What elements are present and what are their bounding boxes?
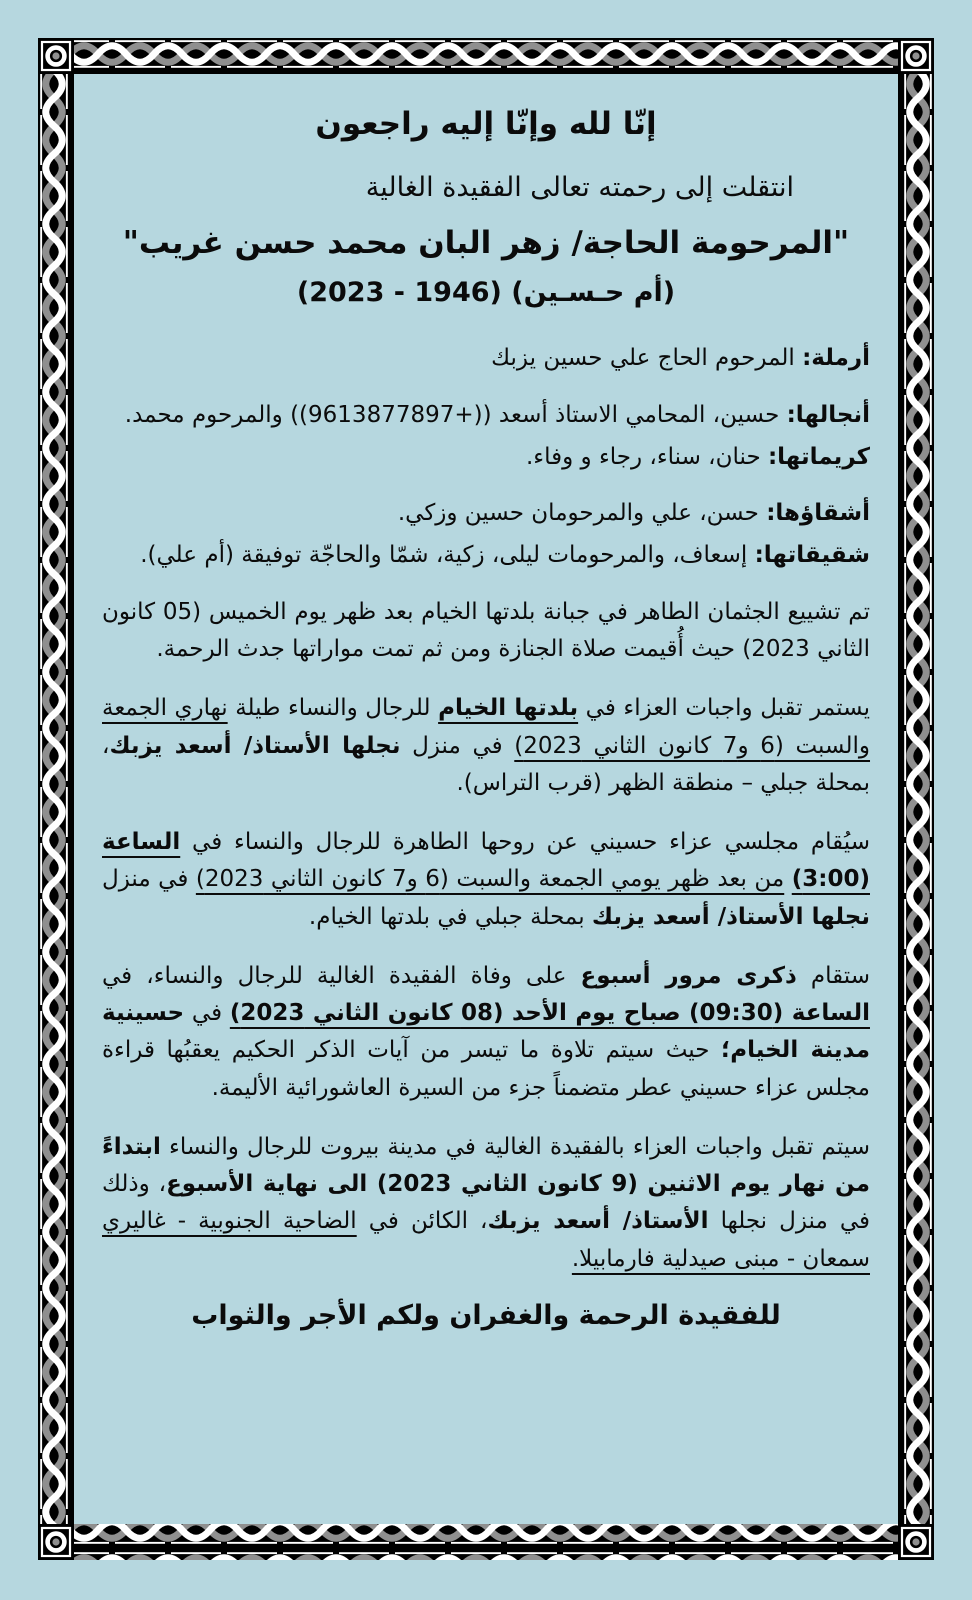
family-row [102,397,870,434]
text-segment: بمحلة جبلي في بلدتها الخيام. [308,903,592,930]
text-segment: ابتداءً من نهار يوم الاثنين (9 كانون الثاني 2023) الى نهاية الأسبوع [102,1133,870,1198]
family-section [102,340,870,574]
text-segment: الساعة (09:30) صباح يوم الأحد (08 كانون الثاني 2023) [229,1000,870,1027]
family-relation-label: كريماتها: [767,443,870,470]
family-names: حسين، المحامي الاستاذ أسعد ((+9613877897)) والمرحوم محمد. [124,401,787,428]
istirja-line: إنّا لله وإنّا إليه راجعون [315,106,657,142]
text-segment: ، بمحلة جبلي – منطقة الظهر (قرب التراس). [102,732,870,796]
family-names: إسعاف، والمرحومات ليلى، زكية، شمّا والحاجّة توفيقة (أم علي). [140,542,755,569]
family-relation-label: أشقاؤها: [766,500,870,527]
announcement-content [102,94,870,1331]
family-names: حنان، سناء، رجاء و وفاء. [525,443,768,470]
text-segment: الأستاذ/ أسعد يزبك [487,1208,709,1235]
text-segment: نجلها الأستاذ/ أسعد يزبك [591,903,870,930]
text-segment: في منزل [102,866,196,893]
closing-blessing: للفقيدة الرحمة والغفران ولكم الأجر والثواب [191,1299,781,1331]
family-relation-label: أنجالها: [786,401,870,428]
week-memorial [102,958,870,1107]
family-group [102,340,870,377]
family-row [102,537,870,574]
text-segment: تم تشييع الجثمان الطاهر في جبانة بلدتها الخيام بعد ظهر يوم الخميس (05 كانون الثاني 2023) حيث أُقيمت صلاة الجنازة ومن ثم تمت مواراتها جدث الرحمة. [102,598,870,663]
text-segment: نجلها الأستاذ/ أسعد يزبك [109,732,401,759]
text-segment: يستمر تقبل واجبات العزاء في [578,695,870,722]
kunya-and-years: (أم حـسـين) (1946 - 2023) [296,277,676,308]
deceased-name: "المرحومة الحاجة/ زهر البان محمد حسن غريب" [122,225,850,261]
family-relation-label: أرملة: [802,345,870,371]
family-row [102,340,870,377]
text-segment: سيُقام مجلسي عزاء حسيني عن روحها الطاهرة للرجال والنساء في [180,829,870,856]
text-segment: حيث سيتم تلاوة ما تيسر من آيات الذكر الحكيم يعقبُها قراءة مجلس عزاء حسيني عطر متضمناً جزء من السيرة العاشورائية الأليمة. [102,1037,870,1101]
khiam-condolences [102,690,870,802]
burial-announcement [102,594,870,669]
text-segment: من بعد ظهر يومي الجمعة والسبت (6 و7 كانون الثاني 2023) [195,866,785,893]
text-segment: في منزل [400,732,515,759]
text-segment: الضاحية الجنوبية - غاليري سمعان - مبنى صيدلية فارمابيلا. [102,1208,870,1272]
family-relation-label: شقيقاتها: [754,542,870,569]
majlis-announcement [102,824,870,936]
text-segment: سيتم تقبل واجبات العزاء بالفقيدة الغالية في مدينة بيروت للرجال والنساء [160,1133,870,1160]
text-segment: حسينية مدينة الخيام؛ [102,1000,870,1064]
beirut-condolences [102,1129,870,1278]
family-row [102,439,870,476]
passing-line: انتقلت إلى رحمته تعالى الفقيدة الغالية [365,172,794,203]
text-segment: ، وذلك في منزل نجلها [102,1171,870,1235]
text-segment: للرجال والنساء طيلة [227,695,439,722]
family-names: المرحوم الحاج علي حسين يزبك [491,345,803,371]
text-segment: بلدتها الخيام [438,695,579,722]
text-segment: ذكرى مرور أسبوع [580,962,797,989]
family-row [102,495,870,532]
text-segment [784,866,792,892]
family-names: حسن، علي والمرحومان حسين وزكي. [397,500,767,527]
text-segment: في [184,1000,230,1027]
text-segment: الساعة (3:00) [102,829,870,893]
text-segment: نهاري الجمعة والسبت (6 و7 كانون الثاني 2023) [102,695,871,759]
text-segment: على وفاة الفقيدة الغالية للرجال والنساء، في [102,962,581,989]
text-segment: ستقام [796,962,871,989]
text-segment: ، الكائن في [356,1208,488,1235]
family-group [102,397,870,476]
family-group [102,495,870,574]
paragraph-section [102,594,870,1278]
